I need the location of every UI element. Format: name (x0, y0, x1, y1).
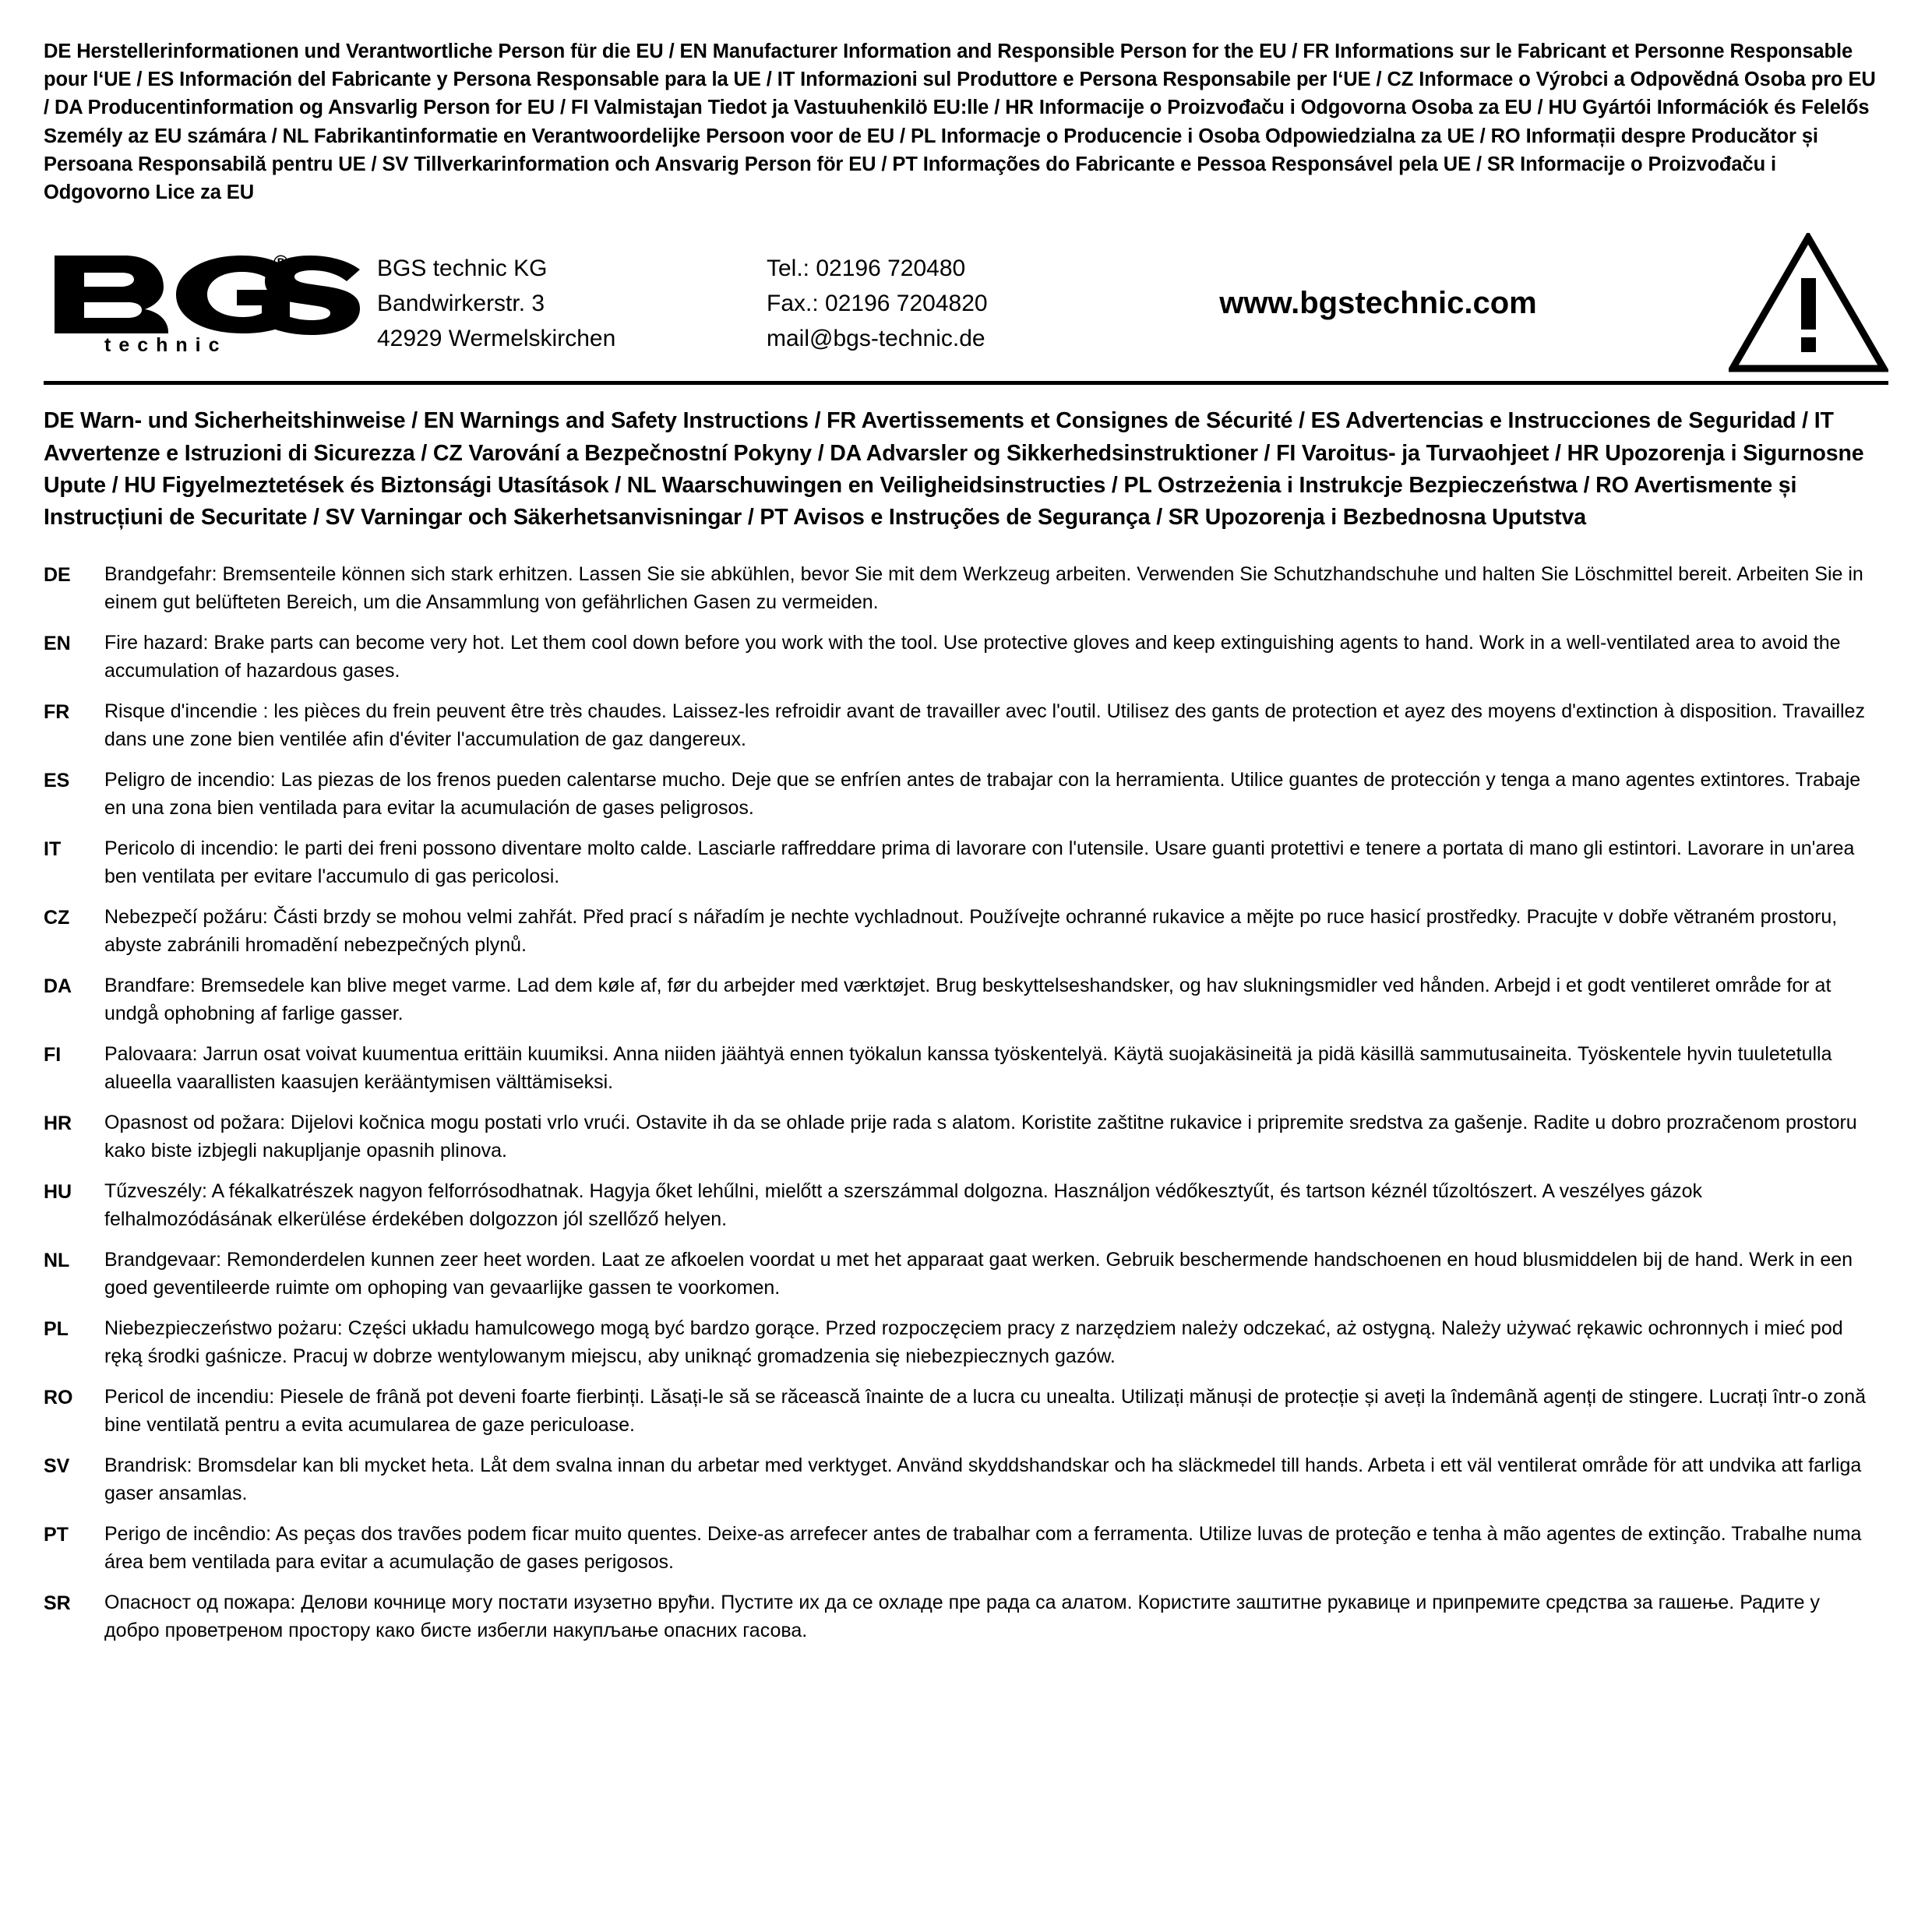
language-code: DE (44, 564, 71, 587)
language-text: Perigo de incêndio: As peças dos travões podem ficar muito quentes. Deixe-as arrefecer antes de trabalhar com a ferramenta. Utilize luvas de proteção e tenha à mão agentes de extinção. Trabalhe numa área bem ventilada para evitar a acumulação de gases perigosos. (104, 1523, 1862, 1574)
language-text: Fire hazard: Brake parts can become very hot. Let them cool down before you work with the tool. Use protective gloves and keep extinguishing agents to hand. Work in a well-ventilated area to avoid the accumulation of hazardous gases. (104, 632, 1841, 682)
language-text: Опасност од пожара: Делови кочнице могу постати изузетно врући. Пустите их да се охладе пре рада са алатом. Користите заштитне рукавице и припремите средства за гашење. Радите у добро проветреном простору како бисте избегли накупљање опасних гасова. (104, 1592, 1821, 1642)
language-text: Pericol de incendiu: Piesele de frână pot deveni foarte fierbinți. Lăsați-le să se răcească înainte de a lucra cu unealta. Utilizați mănuși de protecție și aveți la îndemână agenți de stingere. Lucrați într-o zonă bine ventilată pentru a evita acumularea de gaze periculoase. (104, 1386, 1867, 1437)
company-name: BGS technic KG (377, 255, 548, 281)
language-code: IT (44, 838, 62, 861)
language-code: SV (44, 1455, 70, 1478)
language-text: Pericolo di incendio: le parti dei freni possono diventare molto calde. Lasciarle raffreddare prima di lavorare con l'utensile. Usare guanti protettivi e tenere a portata di mano gli estintori. Lavorare in un'area ben ventilata per evitare l'accumulo di gas pericolosi. (104, 837, 1855, 888)
bgs-logo-mark (50, 249, 361, 335)
list-item (44, 766, 1888, 822)
list-item (44, 1177, 1888, 1233)
warning-entries-list (44, 560, 1888, 1645)
list-item (44, 971, 1888, 1028)
language-text: Peligro de incendio: Las piezas de los frenos pueden calentarse mucho. Deje que se enfríen antes de trabajar con la herramienta. Utilice guantes de protección y tenga a mano agentes extintores. Trabaje en una zona bien ventilada para evitar la acumulación de gases peligrosos. (104, 769, 1861, 820)
language-code: PL (44, 1318, 69, 1341)
list-item (44, 903, 1888, 959)
language-text: Opasnost od požara: Dijelovi kočnica mogu postati vrlo vrući. Ostavite ih da se ohlade prije rada s alatom. Koristite zaštitne rukavice i pripremite sredstva za gašenje. Radite u dobro prozračenom prostoru kako biste izbjegli nakupljanje opasnih plinova. (104, 1112, 1857, 1162)
company-contact (767, 251, 1094, 356)
language-code: CZ (44, 907, 70, 929)
language-code: FR (44, 701, 70, 724)
list-item (44, 1451, 1888, 1507)
language-code: SR (44, 1592, 71, 1615)
list-item (44, 1383, 1888, 1439)
language-code: FI (44, 1044, 62, 1066)
warning-triangle-icon (1709, 233, 1888, 373)
list-item (44, 697, 1888, 753)
company-website[interactable]: www.bgstechnic.com (1219, 285, 1537, 320)
company-street: Bandwirkerstr. 3 (377, 290, 545, 316)
language-code: EN (44, 633, 71, 655)
bgs-logo (44, 249, 377, 357)
company-tel: Tel.: 02196 720480 (767, 255, 966, 281)
language-code: DA (44, 975, 72, 998)
language-text: Brandgevaar: Remonderdelen kunnen zeer heet worden. Laat ze afkoelen voordat u met het apparaat gaat werken. Gebruik beschermende handschoenen en houd blusmiddelen bij de hand. Werk in een goed geventileerde ruimte om ophoping van gevaarlijke gassen te voorkomen. (104, 1249, 1853, 1299)
list-item (44, 1246, 1888, 1302)
list-item (44, 1040, 1888, 1096)
language-code: HR (44, 1112, 72, 1135)
language-text: Tűzveszély: A fékalkatrészek nagyon felforrósodhatnak. Hagyja őket lehűlni, mielőtt a szerszámmal dolgozna. Használjon védőkesztyűt, és tartson kéznél tűzoltószert. A veszélyes gázok felhalmozódásának elkerülése érdekében dolgozzon jól szellőző helyen. (104, 1180, 1703, 1231)
warning-triangle-svg (1729, 233, 1888, 373)
company-band (44, 228, 1888, 385)
bgs-logo-svg (50, 249, 361, 335)
language-text: Brandgefahr: Bremsenteile können sich stark erhitzen. Lassen Sie sie abkühlen, bevor Sie mit dem Werkzeug arbeiten. Verwenden Sie Schutzhandschuhe und halten Sie Löschmittel bereit. Arbeiten Sie in einem gut belüfteten Bereich, um die Ansammlung von gefährlichen Gasen zu vermeiden. (104, 563, 1863, 614)
list-item (44, 1588, 1888, 1645)
list-item (44, 1314, 1888, 1370)
company-email[interactable]: mail@bgs-technic.de (767, 325, 985, 351)
language-code: NL (44, 1250, 70, 1272)
list-item (44, 1520, 1888, 1576)
list-item (44, 834, 1888, 890)
language-text: Nebezpečí požáru: Části brzdy se mohou velmi zahřát. Před prací s nářadím je nechte vychladnout. Používejte ochranné rukavice a mějte po ruce hasicí prostředky. Pracujte v dobře větraném prostoru, abyste zabránili hromadění nebezpečných plynů. (104, 906, 1838, 957)
language-text: Risque d'incendie : les pièces du frein peuvent être très chaudes. Laissez-les refroidir avant de travailler avec l'outil. Utilisez des gants de protection et ayez des moyens d'extinction à disposition. Travaillez dans une zone bien ventilée afin d'éviter l'accumulation de gaz dangereux. (104, 700, 1865, 751)
registered-mark-icon: ® (273, 251, 288, 275)
language-code: RO (44, 1387, 73, 1409)
language-text: Brandrisk: Bromsdelar kan bli mycket heta. Låt dem svalna innan du arbetar med verktyget. Använd skyddshandskar och ha släckmedel till hands. Arbeta i ett väl ventilerat område för att undvika att farliga gaser ansamlas. (104, 1454, 1862, 1505)
language-text: Niebezpieczeństwo pożaru: Części układu hamulcowego mogą być bardzo gorące. Przed rozpoczęciem pracy z narzędziem należy odczekać, aż ostygną. Należy używać rękawic ochronnych i mieć pod ręką środki gaśnicze. Pracuj w dobrze wentylowanym miejscu, aby uniknąć gromadzenia się niebezpiecznych gazów. (104, 1317, 1843, 1368)
language-text: Brandfare: Bremsedele kan blive meget varme. Lad dem køle af, før du arbejder med værktøjet. Brug beskyttelseshandsker, og hav slukningsmidler ved hånden. Arbejd i et godt ventileret område for at undgå ophobning af farlige gasser. (104, 975, 1832, 1025)
list-item (44, 1109, 1888, 1165)
list-item (44, 560, 1888, 616)
company-fax: Fax.: 02196 7204820 (767, 290, 988, 316)
company-city: 42929 Wermelskirchen (377, 325, 616, 351)
manufacturer-info-heading: DE Herstellerinformationen und Verantwortliche Person für die EU / EN Manufacturer Information and Responsible Person for the EU / FR Informations sur le Fabricant et Personne Responsable pour l‘UE / ES Información del Fabricante y Persona Responsable para la UE / IT Informazioni sul Produttore e Persona Responsabile per l‘UE / CZ Informace o Výrobci a Odpovědná Osoba pro EU / DA Producentinformation og Ansvarlig Person for EU / FI Valmistajan Tiedot ja Vastuuhenkilö EU:lle / HR Informacije o Proizvođaču i Odgovorna Osoba za EU / HU Gyártói Információk és Felelős Személy az EU számára / NL Fabrikantinformatie en Verantwoordelijke Persoon voor de EU / PL Informacje o Producencie i Osoba Odpowiedzialna za UE / RO Informații despre Producător și Persoana Responsabilă pentru UE / SV Tillverkarinformation och Ansvarig Person för EU / PT Informações do Fabricante e Pessoa Responsável pela UE / SR Informacije o Proizvođaču i Odgovorno Lice za EU (44, 41, 1876, 204)
language-text: Palovaara: Jarrun osat voivat kuumentua erittäin kuumiksi. Anna niiden jäähtyä ennen työkalun kanssa työskentelyä. Käytä suojakäsineitä ja pidä käsillä sammutusaineita. Työskentele hyvin tuuletetulla alueella vaarallisten kaasujen kerääntymisen välttämiseksi. (104, 1043, 1832, 1094)
language-code: ES (44, 770, 70, 792)
language-code: HU (44, 1181, 72, 1204)
language-code: PT (44, 1524, 69, 1546)
warnings-heading: DE Warn- und Sicherheitshinweise / EN Warnings and Safety Instructions / FR Avertissements et Consignes de Sécurité / ES Advertencias e Instrucciones de Seguridad / IT Avvertenze e Istruzioni di Sicurezza / CZ Varování a Bezpečnostní Pokyny / DA Advarsler og Sikkerhedsinstruktioner / FI Varoitus- ja Turvaohjeet / HR Upozorenja i Sigurnosne Upute / HU Figyelmeztetések és Biztonsági Utasítások / NL Waarschuwingen en Veiligheidsinstructies / PL Ostrzeżenia i Instrukcje Bezpieczeństwa / RO Avertismente și Instrucțiuni de Securitate / SV Varningar och Säkerhetsanvisningar / PT Avisos e Instruções de Segurança / SR Upozorenja i Bezbednosna Uputstva (44, 408, 1864, 531)
list-item (44, 629, 1888, 685)
company-address (377, 251, 767, 356)
bgs-logo-subtext: technic (104, 334, 227, 357)
